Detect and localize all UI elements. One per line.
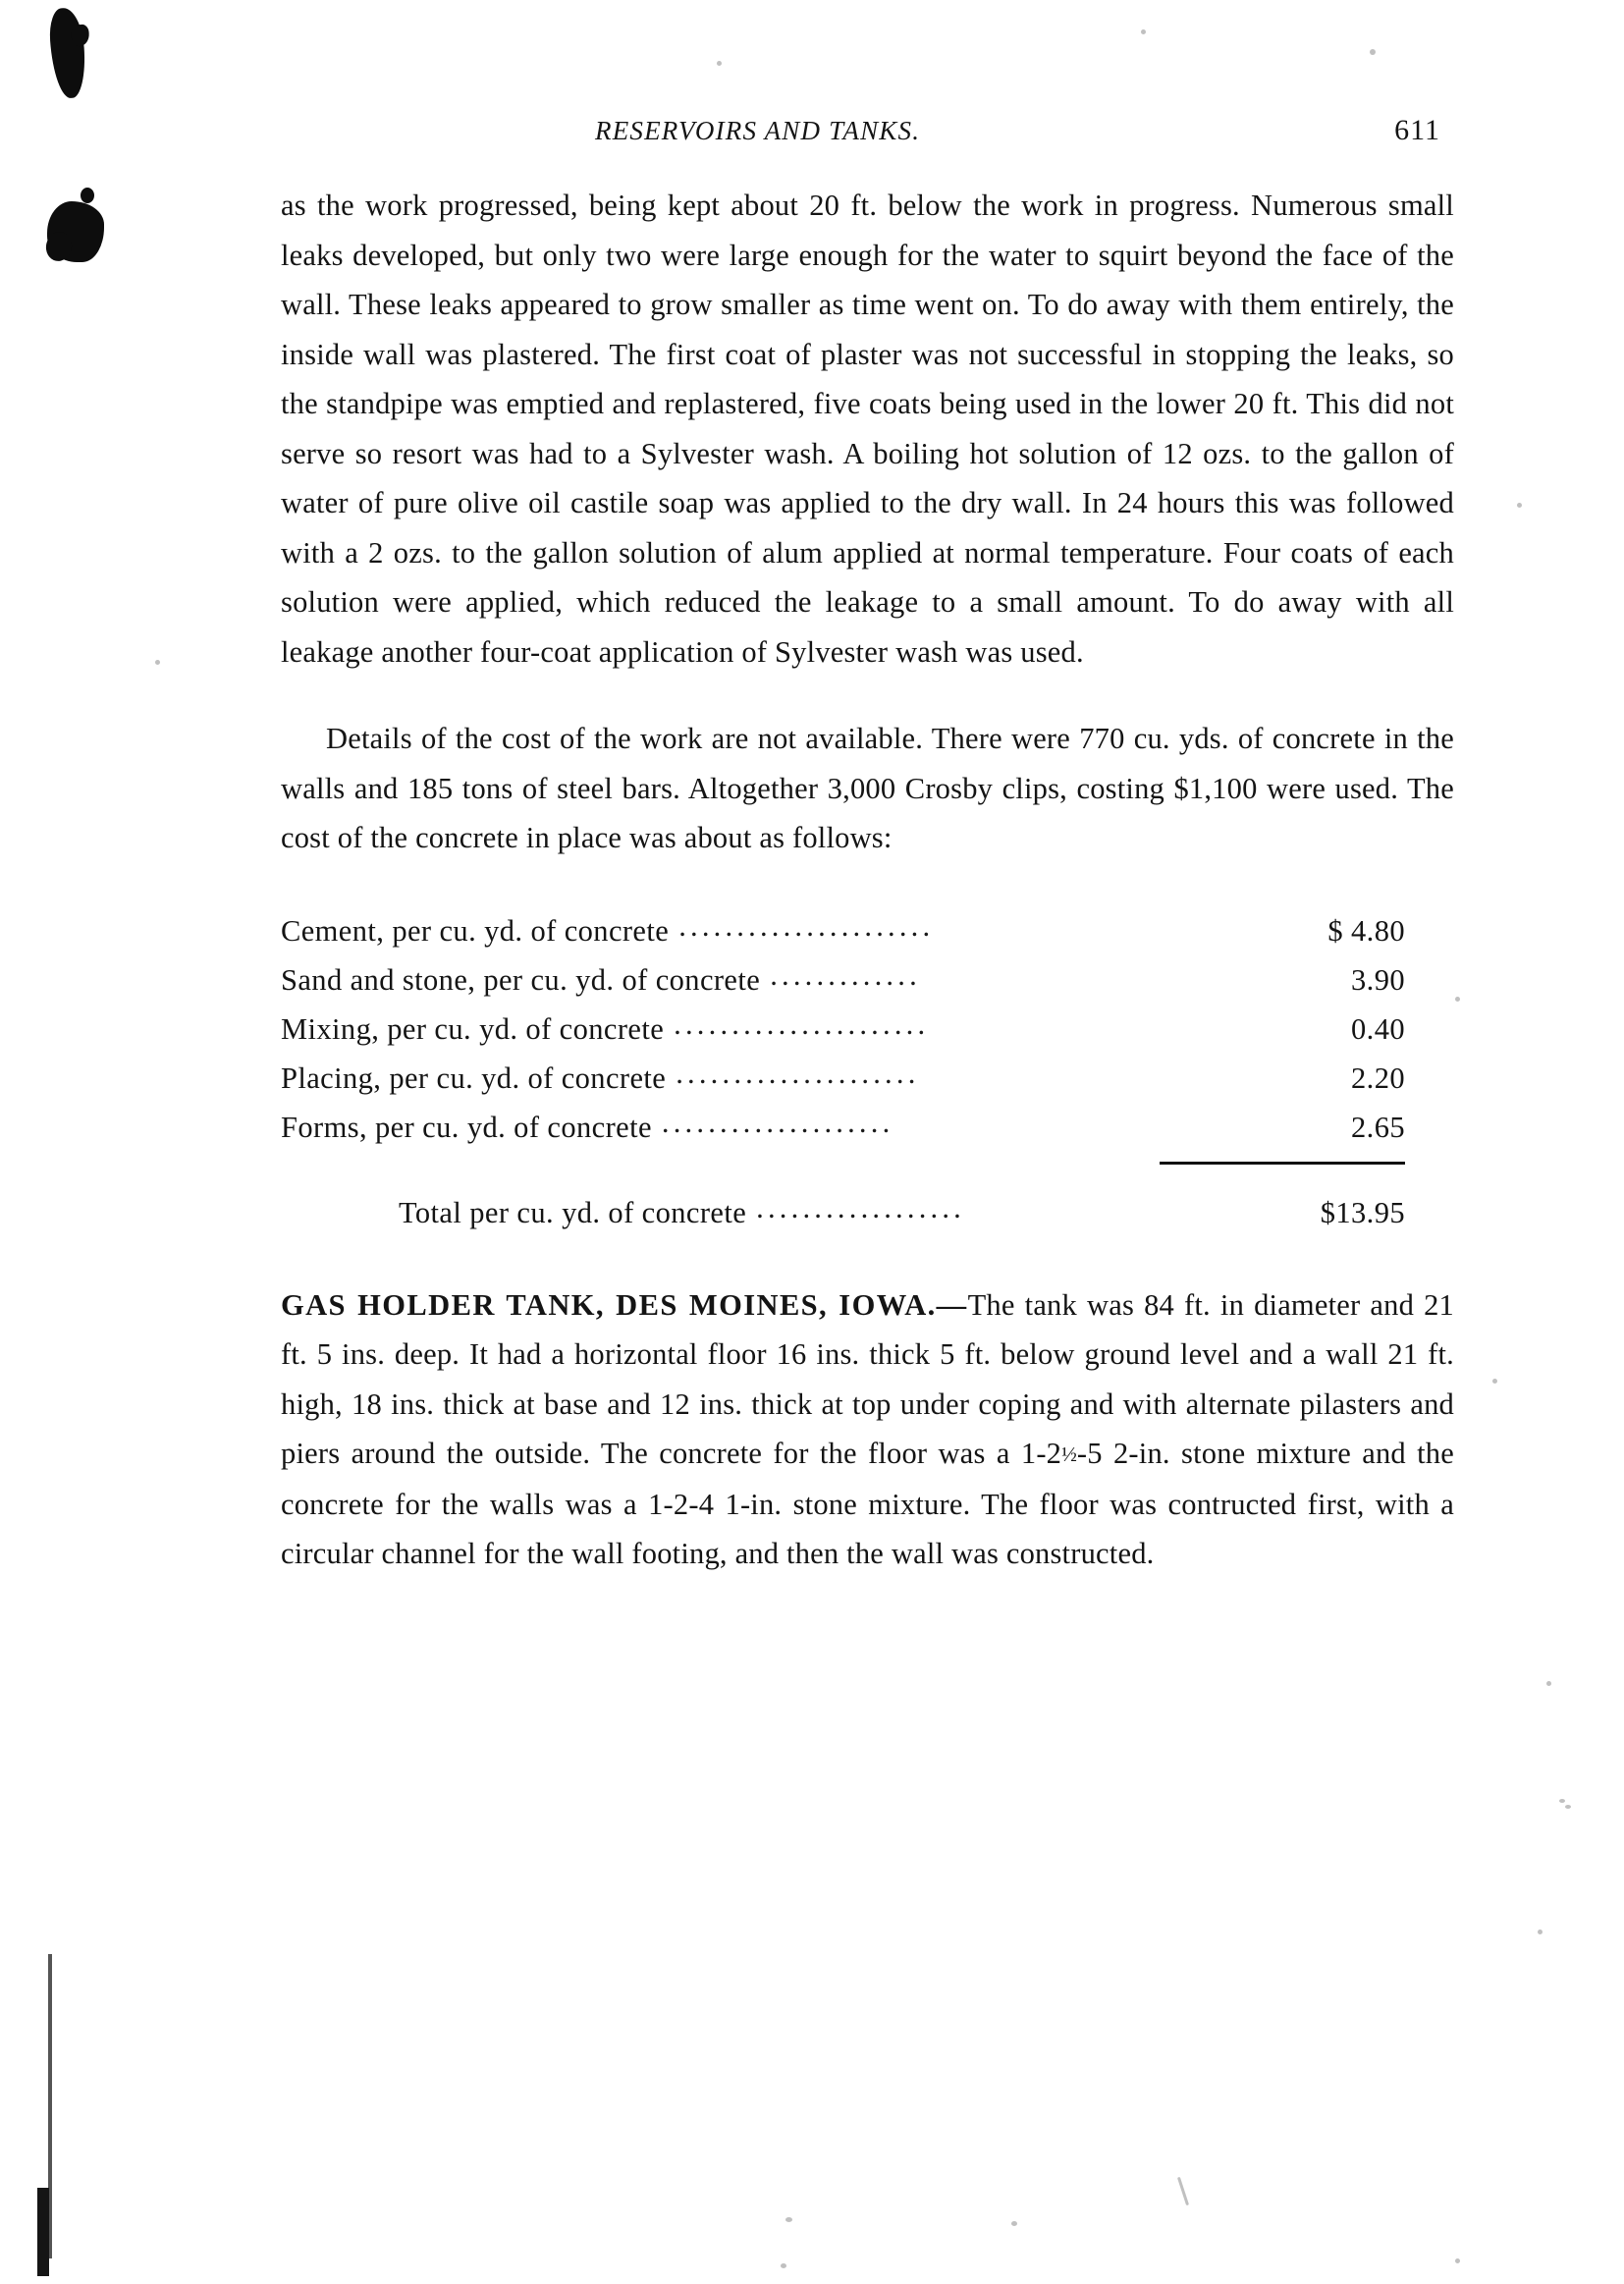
speck xyxy=(1011,2221,1017,2226)
cost-leader: ...................... xyxy=(678,908,935,943)
paragraph-2: Details of the cost of the work are not available. There were 770 cu. yds. of concrete in the walls and 185 tons of steel bars. Altogether 3,000 Crosby clips, costing $1,100 were used. The cost of the concrete in place was about as follows: xyxy=(281,722,1454,854)
cost-label: Sand and stone, per cu. yd. of concrete xyxy=(281,962,761,997)
paragraph-1: as the work progressed, being kept about 20 ft. below the work in progress. Numerous small leaks developed, but only two were large enough for the water to squirt beyond the face of the wall. These leaks appeared to grow smaller as time went on. To do away with them entirely, the inside wall was plastered. The first coat of plaster was not successful in stopping the leaks, so the standpipe was emptied and replastered, five coats being used in the lower 20 ft. This did not serve so resort was had to a Sylvester wash. A boiling hot solution of 12 ozs. to the gallon of water of pure olive oil castile soap was applied to the dry wall. In 24 hours this was followed with a 2 ozs. to the gallon solution of alum applied at normal temperature. Four coats of each solution were applied, which reduced the leakage to a small amount. To do away with all leakage another four-coat application of Sylvester wash was used. xyxy=(281,189,1454,669)
speck xyxy=(785,2217,792,2222)
cost-row xyxy=(281,1054,1405,1103)
cost-amount: 2.20 xyxy=(1351,1060,1405,1095)
speck xyxy=(1546,1681,1551,1686)
section-heading: GAS HOLDER TANK, DES MOINES, IOWA.— xyxy=(281,1287,968,1322)
speck xyxy=(155,660,160,665)
speck xyxy=(1455,2258,1460,2263)
cost-amount: 0.40 xyxy=(1351,1011,1405,1046)
total-leader: .................. xyxy=(756,1190,965,1224)
scan-artifact-blob-top xyxy=(48,7,87,99)
cost-leader: ............. xyxy=(770,957,921,992)
section-text-mid: -5 2-in. stone mixture and the concrete for the walls was a 1-2-4 1-in. stone mixture. The floor was contructed first, with a circular channel for the wall footing, and then the wall was constructed. xyxy=(281,1437,1454,1570)
total-rule xyxy=(1160,1162,1405,1165)
section-text-start: The tank was 84 ft. in diameter and 21 ft. 5 ins. deep. It had a horizontal floor 16 ins. thick 5 ft. below ground level and a wall 21 ft. high, 18 ins. thick at base and 12 ins. thick at top under coping and with alternate pilasters and piers around the outside. The concrete for the floor was a 1-2 xyxy=(281,1287,1454,1470)
cost-label: Placing, per cu. yd. of concrete xyxy=(281,1060,667,1095)
running-head-title: RESERVOIRS AND TANKS. xyxy=(595,116,921,145)
speck xyxy=(1492,1379,1497,1384)
section-paragraph xyxy=(281,1280,1454,1579)
speck xyxy=(1517,503,1522,508)
cost-row xyxy=(281,906,1405,955)
section-gas-holder-tank xyxy=(281,1280,1454,1579)
cost-table xyxy=(281,906,1405,1237)
cost-row xyxy=(281,955,1405,1005)
cost-leader: .................... xyxy=(661,1105,894,1139)
total-amount: $13.95 xyxy=(1320,1195,1405,1229)
speck xyxy=(781,2263,786,2268)
fraction-one-half: ½ xyxy=(1061,1442,1077,1466)
scan-edge-line-bottom xyxy=(37,2188,49,2276)
cost-label: Cement, per cu. yd. of concrete xyxy=(281,913,670,948)
cost-amount: 3.90 xyxy=(1351,962,1405,997)
cost-label: Mixing, per cu. yd. of concrete xyxy=(281,1011,665,1046)
cost-row xyxy=(281,1005,1405,1054)
page-content xyxy=(281,0,1454,1579)
speck xyxy=(1538,1930,1543,1934)
cost-leader: ..................... xyxy=(676,1056,920,1090)
running-head xyxy=(281,116,1454,181)
speck xyxy=(1559,1799,1565,1803)
total-label: Total per cu. yd. of concrete xyxy=(399,1195,747,1229)
cost-amount: $ 4.80 xyxy=(1327,913,1405,948)
speck-stroke xyxy=(1177,2177,1189,2205)
speck xyxy=(1565,1805,1571,1809)
speck xyxy=(1455,997,1460,1002)
cost-row xyxy=(281,1103,1405,1152)
page-number: 611 xyxy=(1394,114,1440,146)
cost-amount: 2.65 xyxy=(1351,1110,1405,1144)
cost-leader: ...................... xyxy=(674,1006,930,1041)
cost-label: Forms, per cu. yd. of concrete xyxy=(281,1110,652,1144)
cost-total-row xyxy=(281,1188,1405,1237)
